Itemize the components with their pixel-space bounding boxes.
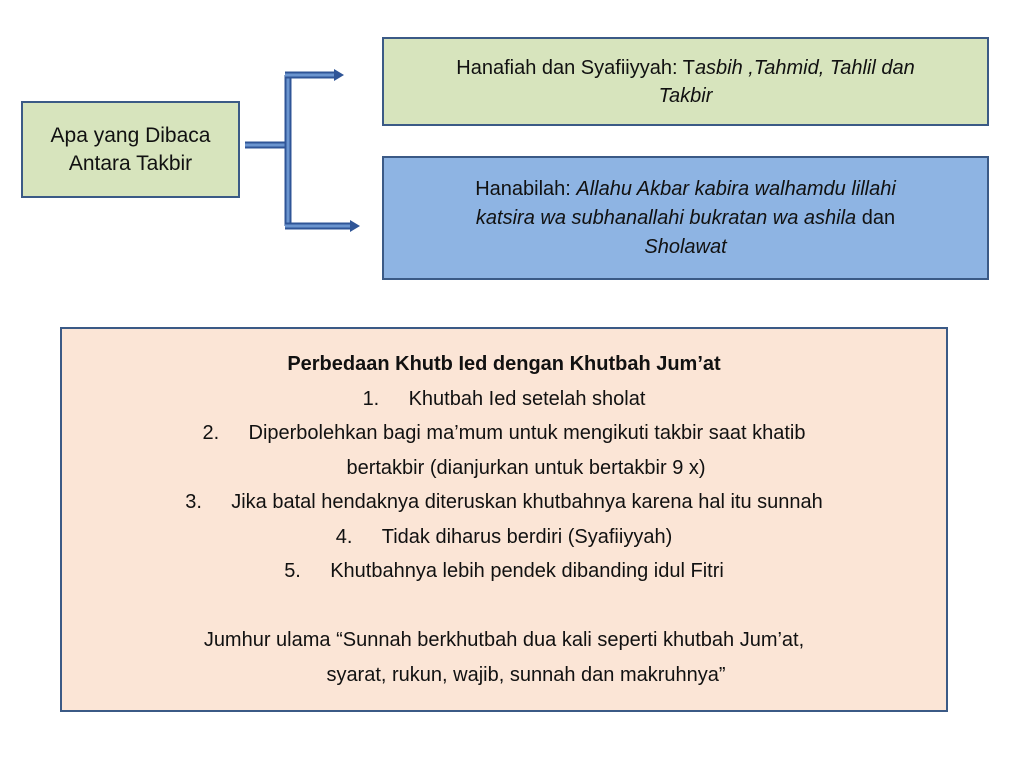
list-item-2-number: 2. <box>202 422 220 444</box>
arrow-to-top-box <box>285 69 344 81</box>
list-item-4 <box>336 520 672 555</box>
hanabilah-line1 <box>475 175 896 204</box>
list-item-2-text: Diperbolehkan bagi ma’mum untuk mengikuti takbir saat khatib <box>248 422 806 444</box>
list-item-4-text: Tidak diharus berdiri (Syafiiyyah) <box>381 525 673 548</box>
hanafiah-line1 <box>456 54 914 82</box>
list-item-3-number: 3. <box>185 491 202 513</box>
hanabilah-italic3: Sholawat <box>644 235 727 258</box>
list-item-2-continuation: bertakbir (dianjurkan untuk bertakbir 9 x) <box>346 456 706 479</box>
hanabilah-italic2: katsira wa subhanallahi bukratan wa ashila <box>475 206 857 229</box>
quote-line1: Jumhur ulama “Sunnah berkhutbah dua kali seperti khutbah Jum’at, <box>203 629 805 651</box>
hanafiah-node <box>382 37 989 126</box>
list-item-4-number: 4. <box>335 525 353 548</box>
list-item-5-number: 5. <box>284 560 301 582</box>
list-item-3-text: Jika batal hendaknya diteruskan khutbahnya karena hal itu sunnah <box>231 491 823 513</box>
hanafiah-italic1: asbih ,Tahmid, Tahlil dan <box>694 56 915 79</box>
info-title: Perbedaan Khutb Ied dengan Khutbah Jum’at <box>287 353 721 375</box>
list-item-1-number: 1. <box>362 387 380 410</box>
hanabilah-node <box>382 156 989 280</box>
root-node-line2: Antara Takbir <box>68 151 193 175</box>
hanabilah-italic1: Allahu Akbar kabira walhamdu lillahi <box>576 177 896 200</box>
hanafiah-line2 <box>456 82 914 110</box>
list-item-2 <box>203 416 806 451</box>
list-item-1-text: Khutbah Ied setelah sholat <box>408 387 646 410</box>
arrow-to-bottom-box <box>285 220 360 232</box>
root-node <box>21 101 240 198</box>
quote-line2: syarat, rukun, wajib, sunnah dan makruhnya” <box>326 663 726 686</box>
hanafiah-italic2: Takbir <box>658 84 713 107</box>
root-node-line1: Apa yang Dibaca <box>50 124 211 148</box>
hanafiah-prefix: Hanafiah dan Syafiiyyah: T <box>456 56 695 79</box>
hanabilah-prefix: Hanabilah: <box>475 177 577 200</box>
list-item-5-text: Khutbahnya lebih pendek dibanding idul Fitri <box>330 560 724 582</box>
list-item-3 <box>185 485 823 520</box>
hanabilah-line3 <box>475 233 896 262</box>
khutbah-info-box <box>60 327 948 712</box>
hanabilah-plain: dan <box>856 206 896 229</box>
hanabilah-line2 <box>475 204 896 233</box>
list-item-5 <box>284 554 724 589</box>
list-item-1 <box>363 382 646 417</box>
